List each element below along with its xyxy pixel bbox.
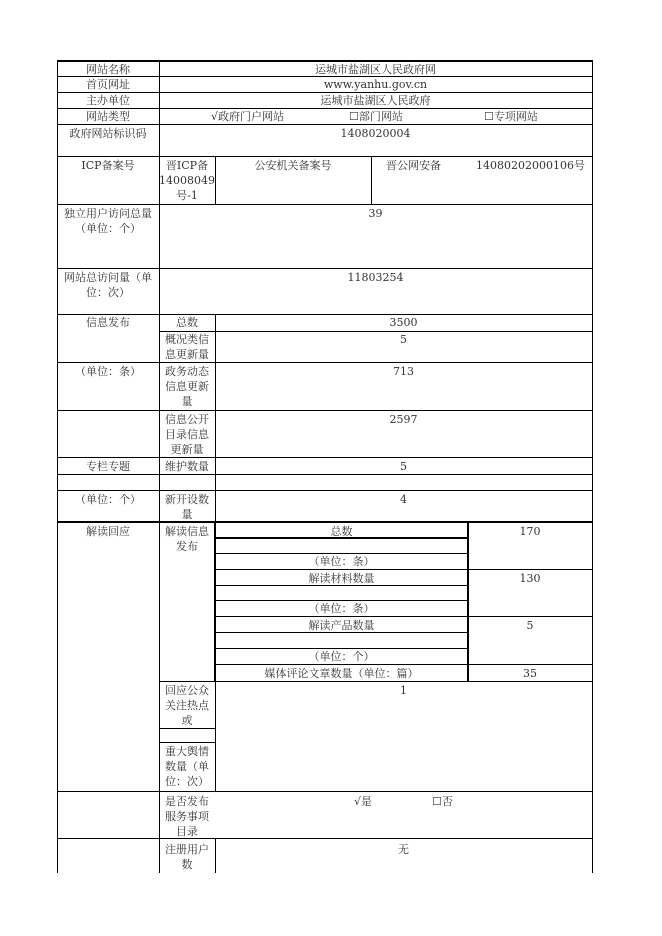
grid-line [57, 60, 58, 873]
grid-line [215, 585, 468, 586]
grid-line [57, 156, 593, 157]
grid-line [57, 521, 593, 523]
grid-line [57, 838, 593, 839]
grid-line [215, 314, 216, 521]
respond-hotspot-value: 1 [400, 684, 407, 697]
info-unit-label: （单位：条） [75, 365, 141, 378]
sponsor-value: 运城市盐湖区人民政府 [320, 94, 431, 107]
catalog-update-value: 2597 [389, 413, 418, 426]
grid-line [57, 124, 593, 125]
unique-visitors-value: 39 [368, 207, 383, 220]
interpret-publish-label: 解读信息 发布 [165, 525, 209, 553]
grid-line [215, 537, 468, 539]
columns-unit-label: （单位：个） [75, 493, 141, 506]
grid-line [214, 521, 216, 681]
police-record-prefix: 晋公网安备 [386, 159, 441, 172]
grid-line [215, 156, 216, 204]
service-no-option: ☐否 [432, 795, 453, 808]
grid-line [592, 60, 593, 873]
grid-line [57, 410, 593, 411]
grid-line [57, 60, 593, 62]
police-record-label: 公安机关备案号 [254, 159, 332, 172]
home-url-label: 首页网址 [86, 78, 130, 91]
interpret-label: 解读回应 [86, 525, 130, 538]
grid-line [57, 791, 593, 792]
grid-line [57, 457, 593, 458]
material-value: 130 [519, 572, 541, 585]
catalog-update-label: 信息公开 目录信息 更新量 [165, 413, 209, 456]
media-value: 35 [523, 667, 537, 680]
grid-line [215, 616, 593, 617]
product-label: 解读产品数量 [308, 619, 375, 632]
product-unit: （单位：个） [308, 650, 375, 663]
grid-line [215, 681, 216, 791]
site-type-portal-option: √政府门户网站 [211, 110, 285, 123]
registered-users-label: 注册用户 数 [165, 843, 209, 871]
product-value: 5 [526, 619, 534, 632]
interpret-total-unit: （单位：条） [308, 555, 375, 568]
site-name-value: 运城市盐湖区人民政府网 [315, 63, 436, 76]
total-visits-value: 11803254 [347, 271, 404, 284]
site-code-label: 政府网站标识码 [69, 127, 147, 140]
interpret-total-label: 总数 [330, 525, 353, 538]
grid-line [215, 664, 593, 665]
media-label: 媒体评论文章数量（单位：篇） [264, 667, 419, 680]
site-name-label: 网站名称 [86, 63, 130, 76]
grid-line [215, 600, 468, 601]
info-total-label: 总数 [176, 316, 198, 329]
material-label: 解读材料数量 [308, 572, 375, 585]
columns-new-label: 新开设数 量 [165, 493, 209, 521]
site-type-label: 网站类型 [86, 110, 130, 123]
site-type-special-option: ☐专项网站 [484, 110, 538, 123]
material-unit: （单位：条） [308, 602, 375, 615]
grid-line [159, 331, 593, 332]
grid-line [215, 632, 468, 633]
info-publish-label: 信息发布 [86, 316, 130, 329]
unique-visitors-label: 独立用户访问总量 （单位：个） [64, 207, 152, 235]
grid-line [159, 742, 215, 743]
grid-line [159, 728, 215, 729]
police-record-value: 14080202000106号 [476, 159, 585, 172]
sponsor-label: 主办单位 [86, 94, 130, 107]
grid-line [57, 474, 593, 475]
columns-new-value: 4 [400, 493, 407, 506]
home-url-value: www.yanhu.gov.cn [323, 78, 428, 91]
icp-label: ICP备案号 [81, 159, 135, 172]
grid-line [215, 553, 468, 554]
grid-line [57, 76, 593, 77]
columns-maintain-label: 维护数量 [165, 460, 209, 473]
grid-line [215, 648, 468, 649]
total-visits-label: 网站总访问量（单 位：次） [64, 271, 152, 299]
grid-line [57, 490, 593, 491]
grid-line [57, 362, 593, 363]
service-catalog-label: 是否发布 服务事项 目录 [165, 795, 209, 838]
news-update-label: 政务动态 信息更新 量 [165, 365, 209, 408]
grid-line [215, 569, 593, 570]
info-total-value: 3500 [389, 316, 418, 329]
registered-users-value: 无 [398, 843, 409, 856]
icp-value: 晋ICP备 14008049 号-1 [159, 159, 215, 202]
news-update-value: 713 [393, 365, 414, 378]
site-code-value: 1408020004 [340, 127, 411, 140]
overview-update-label: 概况类信 息更新量 [165, 333, 209, 361]
grid-line [467, 521, 469, 681]
grid-line [57, 268, 593, 269]
columns-maintain-value: 5 [400, 460, 407, 473]
grid-line [57, 108, 593, 109]
grid-line [57, 92, 593, 93]
grid-line [159, 60, 160, 873]
grid-line [159, 681, 593, 682]
grid-line [371, 156, 372, 204]
interpret-total-value: 170 [519, 525, 541, 538]
grid-line [57, 204, 593, 205]
grid-line [57, 314, 593, 315]
overview-update-value: 5 [400, 333, 407, 346]
public-opinion-label: 重大舆情 数量（单 位：次） [165, 745, 209, 788]
grid-line [215, 838, 216, 873]
site-type-department-option: ☐部门网站 [349, 110, 403, 123]
respond-hotspot-label: 回应公众 关注热点 或 [165, 684, 209, 727]
service-yes-option: √是 [354, 795, 373, 808]
columns-label: 专栏专题 [86, 460, 130, 473]
